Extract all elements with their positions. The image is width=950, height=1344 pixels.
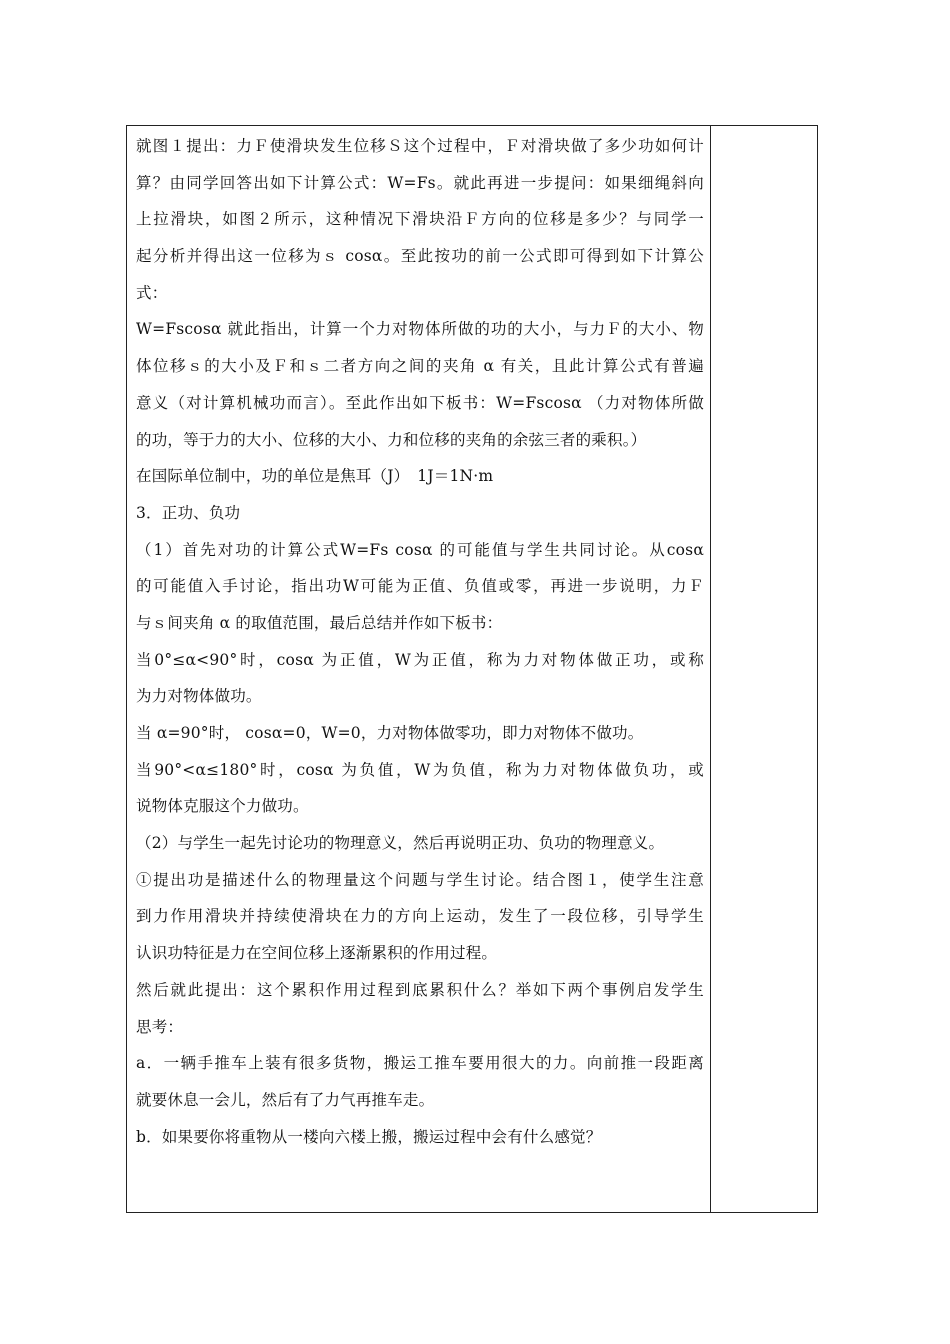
text-line: 当0°≤α<90°时，cosα 为正值，W为正值，称为力对物体做正功，或称 [136,650,704,669]
text-line: 意义（对计算机械功而言）。至此作出如下板书：W=Fscosα （力对物体所做 [136,393,704,412]
text-line: 说物体克服这个力做功。 [136,797,309,816]
text-line: 体位移ｓ的大小及Ｆ和ｓ二者方向之间的夹角 α 有关，且此计算公式有普遍 [136,357,704,376]
text-line: 式： [136,283,168,302]
text-line: 起分析并得出这一位移为ｓ cosα。至此按功的前一公式即可得到如下计算公 [136,247,704,266]
text-line: 认识功特征是力在空间位移上逐渐累积的作用过程。 [136,944,498,963]
text-line: （1）首先对功的计算公式W=Fs cosα 的可能值与学生共同讨论。从cosα [136,540,704,559]
text-line: 当90°<α≤180°时，cosα 为负值，W为负值，称为力对物体做负功，或 [136,760,704,779]
lesson-content-cell [136,128,704,1155]
text-line: 当 α=90°时， cosα=0，W=0，力对物体做零功，即力对物体不做功。 [136,724,644,742]
notes-column-cell [711,126,817,1212]
text-line: 与ｓ间夹角 α 的取值范围，最后总结并作如下板书： [136,613,503,632]
text-line: 的功，等于力的大小、位移的大小、力和位移的夹角的余弦三者的乘积。） [136,430,647,449]
text-line: 然后就此提出：这个累积作用过程到底累积什么？举如下两个事例启发学生 [136,980,704,999]
text-line: 的可能值入手讨论，指出功W可能为正值、负值或零，再进一步说明，力Ｆ [136,577,704,596]
text-line: 就图１提出：力Ｆ使滑块发生位移Ｓ这个过程中，Ｆ对滑块做了多少功如何计 [136,137,704,155]
text-line: 算？由同学回答出如下计算公式：W=Fs。就此再进一步提问：如果细绳斜向 [136,173,704,192]
text-line: 3．正功、负功 [136,503,241,522]
text-line: 为力对物体做功。 [136,687,262,706]
text-line: b．如果要你将重物从一楼向六楼上搬，搬运过程中会有什么感觉？ [136,1127,602,1146]
text-line: a．一辆手推车上装有很多货物，搬运工推车要用很大的力。向前推一段距离 [136,1054,704,1073]
text-line: 思考： [136,1017,184,1036]
text-line: 就要休息一会儿，然后有了力气再推车走。 [136,1090,435,1109]
lesson-table [126,125,818,1213]
text-line: 上拉滑块，如图２所示，这种情况下滑块沿Ｆ方向的位移是多少？与同学一 [136,210,704,229]
text-line: W=Fscosα 就此指出，计算一个力对物体所做的功的大小，与力Ｆ的大小、物 [136,320,704,339]
text-line: ①提出功是描述什么的物理量这个问题与学生讨论。结合图１，使学生注意 [136,870,704,889]
text-line: （2）与学生一起先讨论功的物理意义，然后再说明正功、负功的物理意义。 [136,834,665,853]
text-line: 到力作用滑块并持续使滑块在力的方向上运动，发生了一段位移，引导学生 [136,907,704,926]
text-line: 在国际单位制中，功的单位是焦耳（J） 1J＝1N·m [136,467,494,486]
